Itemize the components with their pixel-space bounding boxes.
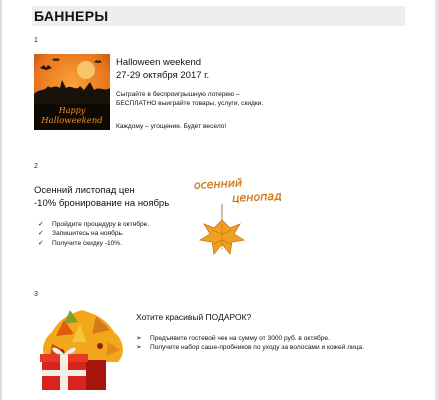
- section-1-heading-line-1: Halloween weekend: [116, 57, 202, 68]
- section-3-list: [136, 334, 380, 353]
- halloween-banner-image: [34, 54, 110, 130]
- list-item-text: Пройдите процедуру в октябре.: [52, 221, 150, 228]
- check-icon: ✓: [38, 230, 44, 238]
- section-1-heading-line-2: 27-29 октября 2017 г.: [116, 70, 210, 81]
- list-item: [38, 229, 149, 238]
- arrow-bullet-icon: ➢: [136, 344, 142, 352]
- check-icon: ✓: [38, 239, 44, 247]
- art-text-1: осенний: [193, 176, 243, 192]
- section-3-heading: Хотите красивый ПОДАРОК?: [136, 312, 252, 322]
- section-1-body: [116, 90, 263, 108]
- section-3-number: 3: [34, 291, 38, 298]
- list-item: [38, 220, 149, 229]
- gift-box-image: [34, 306, 130, 396]
- art-text-2: ценопад: [231, 189, 282, 205]
- halloween-image-text-2: Halloweekend: [41, 116, 103, 126]
- section-1-body-line-2: БЕСПЛАТНО выиграйте товары, услуги, скидки.: [116, 100, 264, 107]
- list-item-text: Получите набор саше-пробников по уходу за волосами и кожей лица.: [150, 344, 364, 352]
- autumn-leaf-banner-art: [190, 174, 290, 264]
- section-1-number: 1: [34, 37, 38, 44]
- halloween-image-text-1: Happy: [58, 106, 86, 115]
- list-item-text: Предъявите гостевой чек на сумму от 3000 руб. в октябре.: [150, 335, 330, 342]
- section-1-heading: [116, 56, 209, 82]
- section-2-heading-line-2: -10% бронирование на ноябрь: [34, 198, 170, 209]
- list-item-text: Получите скидку -10%.: [52, 239, 122, 247]
- list-item: [38, 239, 149, 248]
- berry-icon: [97, 343, 103, 349]
- arrow-bullet-icon: ➢: [136, 335, 142, 342]
- list-item: [136, 343, 380, 352]
- section-2-heading: [34, 184, 169, 210]
- section-1-body-line-3: Каждому – угощение. Будет весело!: [116, 123, 227, 130]
- gift-box-side: [86, 360, 106, 390]
- section-2-list: [38, 220, 149, 248]
- section-2-number: 2: [34, 163, 38, 170]
- section-2-heading-line-1: Осенний листопад цен: [34, 185, 135, 196]
- moon-icon: [77, 61, 95, 79]
- list-item: [136, 334, 380, 343]
- section-1-body-line-1: Сыграйте в беспроигрышную лотерею –: [116, 91, 240, 98]
- page-edge-left: [0, 0, 2, 400]
- list-item-text: Запишитесь на ноябрь.: [52, 230, 124, 238]
- gift-ribbon-horizontal: [42, 370, 86, 376]
- page-title: БАННЕРЫ: [34, 8, 109, 24]
- check-icon: ✓: [38, 221, 44, 228]
